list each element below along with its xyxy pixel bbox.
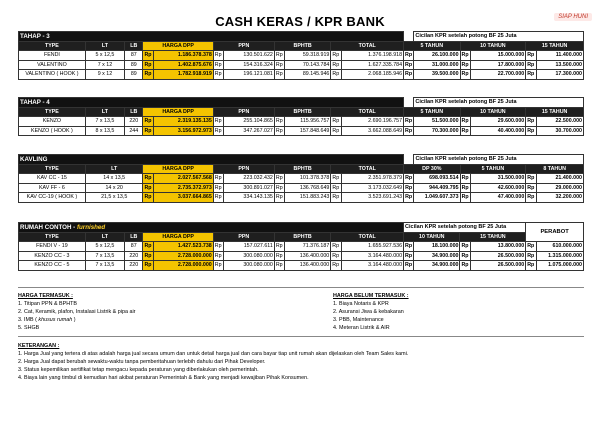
col-header: LT [85, 41, 124, 51]
rp: Rp [331, 242, 341, 252]
cell-ppn: 300.080.000 [224, 261, 275, 271]
rp: Rp [461, 61, 469, 68]
cell-total: 3.662.088.649 [341, 126, 403, 136]
rp: Rp [461, 252, 469, 259]
cell-bphtb: 89.145.946 [285, 70, 331, 80]
rp: Rp [527, 127, 535, 134]
rp: Rp [405, 127, 413, 134]
rp: Rp [461, 71, 469, 78]
table-row [19, 261, 584, 271]
col-header: BPHTB [274, 41, 330, 51]
cell-ppn: 154.316.324 [224, 60, 275, 70]
cell-dpp: 1.402.875.676 [153, 60, 213, 70]
col-header: 10 TAHUN [460, 107, 526, 117]
col-header: BPHTB [274, 232, 330, 242]
col-header: 10 TAHUN [404, 232, 460, 242]
cell-15y: 30.700.000 [536, 126, 583, 136]
rp: Rp [527, 184, 535, 191]
cell-bphtb: 136.768.649 [285, 183, 331, 193]
table-kavling [18, 154, 584, 203]
cicilan-header: Cicilan KPR setelah potong BF 25 Juta [414, 98, 584, 108]
rp: Rp [461, 52, 469, 59]
cell-bphtb: 70.143.784 [285, 60, 331, 70]
page-title: CASH KERAS / KPR BANK [215, 14, 385, 29]
col-header: LT [85, 232, 124, 242]
col-header: TOTAL [331, 232, 404, 242]
rp: Rp [144, 175, 152, 182]
list-item: 3. PBB, Maintenance [333, 317, 384, 323]
cell-type: KAV CC-19 ( HOOK ) [19, 193, 86, 203]
list-item: 2. Harga Jual dapat berubah sewaktu-waktu tanpa pemberitahuan terlebih dahulu dari Pihak Developer. [18, 359, 266, 365]
list-item: 3. Status kepemilikan sertifikat tetap mengacu kepada peraturan yang diberlakukan oleh pemerintah. [18, 367, 259, 373]
section-sublabel: furnished [76, 223, 106, 231]
table-row [19, 60, 584, 70]
cell-15y: 13.800.000 [470, 242, 525, 252]
rp: Rp [274, 70, 284, 80]
col-header: BPHTB [274, 107, 330, 117]
cell-total: 1.376.198.918 [341, 51, 403, 61]
rp: Rp [527, 252, 535, 259]
harga-termasuk [18, 292, 135, 332]
rp: Rp [144, 118, 152, 125]
cell-ppn: 300.891.027 [224, 183, 275, 193]
col-header: LT [85, 164, 143, 174]
col-header: 5 TAHUN [460, 164, 526, 174]
col-header: TOTAL [331, 107, 404, 117]
rp: Rp [527, 52, 535, 59]
cicilan-header: Cicilan KPR setelah potong BF 25 Juta [414, 32, 584, 42]
col-header: 8 TAHUN [526, 164, 584, 174]
cell-5y: 39.500.000 [414, 70, 460, 80]
col-header: PPN [213, 232, 274, 242]
cell-15y: 13.500.000 [536, 60, 583, 70]
rp: Rp [527, 118, 535, 125]
rp: Rp [144, 252, 152, 259]
cell-lb: 244 [125, 126, 143, 136]
rp: Rp [274, 60, 284, 70]
col-header: PPN [213, 107, 274, 117]
col-header: TYPE [19, 107, 86, 117]
cell-5y: 31.500.000 [470, 174, 525, 184]
cell-type: KAV CC - 15 [19, 174, 86, 184]
col-header: TYPE [19, 232, 86, 242]
status-stamp: SIAP HUNI [554, 13, 592, 21]
cell-total: 3.173.032.649 [341, 183, 403, 193]
cell-lb: 87 [125, 242, 143, 252]
col-header: PPN [213, 164, 274, 174]
divider [18, 336, 584, 337]
table-row [19, 174, 584, 184]
col-header: 10 TAHUN [460, 41, 526, 51]
cell-type: KENZO ( HOOK ) [19, 126, 86, 136]
section-label: RUMAH CONTOH [20, 223, 72, 231]
list-item: 3. IMB ( khusus rumah ) [18, 317, 76, 323]
cell-dp: 944.409.795 [414, 183, 460, 193]
cell-lt: 7 x 12 [85, 60, 124, 70]
rp: Rp [213, 117, 223, 127]
col-header: HARGA DPP [143, 232, 213, 242]
cell-type: VALENTINO [19, 60, 86, 70]
rp: Rp [461, 175, 469, 182]
cell-total: 2.068.185.946 [341, 70, 403, 80]
rp: Rp [461, 243, 469, 250]
cell-dpp: 2.319.135.135 [153, 117, 213, 127]
rp: Rp [405, 252, 413, 259]
table-row [19, 70, 584, 80]
col-header: LB [125, 232, 143, 242]
rp: Rp [213, 251, 223, 261]
keterangan-heading: KETERANGAN : [18, 343, 60, 349]
table-tahap-3 [18, 31, 584, 80]
rp: Rp [405, 243, 413, 250]
cell-5y: 70.300.000 [414, 126, 460, 136]
section-title: TAHAP - 4 [19, 98, 404, 108]
cell-bphtb: 136.400.000 [285, 261, 331, 271]
rp: Rp [461, 118, 469, 125]
rp: Rp [405, 61, 413, 68]
rp: Rp [213, 174, 223, 184]
cell-dpp: 3.156.972.973 [153, 126, 213, 136]
rp: Rp [527, 262, 535, 269]
rp: Rp [527, 194, 535, 201]
cell-dp: 698.093.514 [414, 174, 460, 184]
cell-bphtb: 115.956.757 [285, 117, 331, 127]
col-header: LB [125, 41, 143, 51]
cell-dpp: 1.427.523.738 [153, 242, 213, 252]
rp: Rp [144, 71, 152, 78]
divider [18, 287, 584, 288]
rp: Rp [461, 184, 469, 191]
rp: Rp [331, 126, 341, 136]
cell-5y: 47.400.000 [470, 193, 525, 203]
cell-lb: 220 [125, 261, 143, 271]
rp: Rp [527, 175, 535, 182]
cell-lt: 5 x 12,5 [85, 51, 124, 61]
cell-bphtb: 136.400.000 [285, 251, 331, 261]
rp: Rp [461, 262, 469, 269]
cell-dpp: 2.027.567.568 [153, 174, 213, 184]
col-header: BPHTB [274, 164, 330, 174]
cell-bphtb: 59.318.919 [285, 51, 331, 61]
cell-ppn: 223.032.432 [224, 174, 275, 184]
cell-lt: 7 x 13,5 [85, 251, 124, 261]
col-header: PPN [213, 41, 274, 51]
rp: Rp [405, 71, 413, 78]
cell-ppn: 196.121.081 [224, 70, 275, 80]
list-item: 1. Biaya Notaris & KPR [333, 301, 389, 307]
rp: Rp [331, 174, 341, 184]
cell-lt: 8 x 13,5 [85, 126, 124, 136]
list-item: 1. Titipan PPN & BPHTB [18, 301, 78, 307]
col-header: DP 30% [404, 164, 460, 174]
belum-heading: HARGA BELUM TERMASUK : [333, 293, 409, 299]
perabot-header: PERABOT [526, 223, 584, 242]
cell-perabot: 1.075.000.000 [536, 261, 583, 271]
cell-ppn: 157.027.611 [224, 242, 275, 252]
cell-15y: 17.300.000 [536, 70, 583, 80]
cell-perabot: 1.315.000.000 [536, 251, 583, 261]
col-header: TYPE [19, 41, 86, 51]
list-item: 2. Cat, Keramik, plafon, Instalasi Listrik & pipa air [18, 309, 136, 315]
rp: Rp [144, 127, 152, 134]
rp: Rp [213, 261, 223, 271]
cell-15y: 22.500.000 [536, 117, 583, 127]
termasuk-heading: HARGA TERMASUK : [18, 293, 73, 299]
rp: Rp [274, 251, 284, 261]
rp: Rp [274, 242, 284, 252]
cell-10y: 22.700.000 [470, 70, 525, 80]
rp: Rp [274, 261, 284, 271]
cell-total: 2.351.978.379 [341, 174, 403, 184]
cell-8y: 29.000.000 [536, 183, 583, 193]
rp: Rp [405, 52, 413, 59]
cell-total: 1.655.927.536 [341, 242, 403, 252]
rp: Rp [213, 60, 223, 70]
table-row [19, 242, 584, 252]
cell-lt: 14 x 20 [85, 183, 143, 193]
rp: Rp [144, 262, 152, 269]
rp: Rp [527, 243, 535, 250]
rp: Rp [274, 174, 284, 184]
rp: Rp [331, 60, 341, 70]
cell-10y: 40.400.000 [470, 126, 525, 136]
cell-15y: 26.500.000 [470, 261, 525, 271]
list-item: 5. SHGB [18, 325, 40, 331]
cell-type: FENDI [19, 51, 86, 61]
cell-lt: 21,5 x 13,5 [85, 193, 143, 203]
table-row [19, 193, 584, 203]
cell-8y: 21.400.000 [536, 174, 583, 184]
cell-ppn: 255.104.865 [224, 117, 275, 127]
rp: Rp [405, 175, 413, 182]
section-title: RUMAH CONTOH - furnished [19, 223, 404, 233]
col-header: TOTAL [331, 164, 404, 174]
table-row [19, 51, 584, 61]
col-header: TOTAL [331, 41, 404, 51]
rp: Rp [213, 183, 223, 193]
col-header: HARGA DPP [143, 41, 213, 51]
cell-type: KAV FF - 6 [19, 183, 86, 193]
rp: Rp [331, 193, 341, 203]
col-header: 15 TAHUN [460, 232, 526, 242]
cell-total: 1.627.335.784 [341, 60, 403, 70]
cell-dpp: 2.735.372.973 [153, 183, 213, 193]
cell-ppn: 334.143.135 [224, 193, 275, 203]
cell-bphtb: 157.848.649 [285, 126, 331, 136]
table-row [19, 251, 584, 261]
cell-5y: 51.500.000 [414, 117, 460, 127]
col-header: LT [85, 107, 124, 117]
cell-bphtb: 71.376.187 [285, 242, 331, 252]
cell-type: VALENTINO ( HOOK ) [19, 70, 86, 80]
cell-10y: 15.000.000 [470, 51, 525, 61]
cell-10y: 34.900.000 [414, 261, 460, 271]
cell-dpp: 2.728.000.000 [153, 261, 213, 271]
cell-10y: 18.100.000 [414, 242, 460, 252]
rp: Rp [405, 118, 413, 125]
cell-lt: 14 x 13,5 [85, 174, 143, 184]
cell-total: 2.690.196.757 [341, 117, 403, 127]
col-header: 5 TAHUN [404, 107, 460, 117]
col-header: HARGA DPP [143, 164, 213, 174]
cell-type: KENZO [19, 117, 86, 127]
section-title: KAVLING [19, 155, 404, 165]
rp: Rp [461, 194, 469, 201]
cell-lt: 7 x 13,5 [85, 117, 124, 127]
cell-dp: 1.049.607.373 [414, 193, 460, 203]
table-row [19, 126, 584, 136]
cell-lt: 7 x 13,5 [85, 261, 124, 271]
section-title: TAHAP - 3 [19, 32, 404, 42]
cell-lb: 220 [125, 251, 143, 261]
cell-10y: 17.800.000 [470, 60, 525, 70]
rp: Rp [213, 70, 223, 80]
col-header: 5 TAHUN [404, 41, 460, 51]
table-tahap-4 [18, 97, 584, 136]
rp: Rp [331, 261, 341, 271]
list-item: 4. Meteran Listrik & AIR [333, 325, 390, 331]
rp: Rp [144, 61, 152, 68]
cell-type: KENZO CC - 5 [19, 261, 86, 271]
rp: Rp [274, 183, 284, 193]
rp: Rp [144, 52, 152, 59]
cell-dpp: 1.186.378.378 [153, 51, 213, 61]
cell-5y: 42.600.000 [470, 183, 525, 193]
rp: Rp [274, 51, 284, 61]
rp: Rp [527, 71, 535, 78]
cell-total: 3.164.480.000 [341, 251, 403, 261]
col-header: HARGA DPP [143, 107, 213, 117]
cell-lt: 9 x 12 [85, 70, 124, 80]
cell-15y: 11.400.000 [536, 51, 583, 61]
cicilan-header: Cicilan KPR setelah potong BF 25 Juta [404, 223, 526, 233]
rp: Rp [213, 242, 223, 252]
col-header: LB [125, 107, 143, 117]
table-rumah-contoh [18, 222, 584, 271]
rp: Rp [213, 193, 223, 203]
cell-type: KENZO CC - 3 [19, 251, 86, 261]
cell-8y: 32.200.000 [536, 193, 583, 203]
list-item: 2. Asuransi Jiwa & kebakaran [333, 309, 404, 315]
rp: Rp [331, 51, 341, 61]
cell-perabot: 610.000.000 [536, 242, 583, 252]
cell-dpp: 3.037.664.865 [153, 193, 213, 203]
cicilan-header: Cicilan KPR setelah potong BF 25 Juta [414, 155, 584, 165]
table-row [19, 183, 584, 193]
cell-lb: 220 [125, 117, 143, 127]
cell-dpp: 2.728.000.000 [153, 251, 213, 261]
rp: Rp [405, 262, 413, 269]
rp: Rp [331, 117, 341, 127]
cell-lt: 5 x 12,5 [85, 242, 124, 252]
rp: Rp [405, 194, 413, 201]
harga-belum-termasuk [333, 292, 409, 332]
rp: Rp [144, 194, 152, 201]
cell-lb: 87 [125, 51, 143, 61]
cell-10y: 34.900.000 [414, 251, 460, 261]
table-row [19, 117, 584, 127]
col-header: 15 TAHUN [526, 41, 584, 51]
rp: Rp [405, 184, 413, 191]
rp: Rp [331, 183, 341, 193]
cell-15y: 26.500.000 [470, 251, 525, 261]
rp: Rp [274, 126, 284, 136]
cell-ppn: 347.267.027 [224, 126, 275, 136]
cell-10y: 29.600.000 [470, 117, 525, 127]
cell-bphtb: 101.378.378 [285, 174, 331, 184]
cell-5y: 31.000.000 [414, 60, 460, 70]
rp: Rp [213, 51, 223, 61]
cell-total: 3.164.480.000 [341, 261, 403, 271]
rp: Rp [461, 127, 469, 134]
rp: Rp [144, 184, 152, 191]
col-header: TYPE [19, 164, 86, 174]
cell-dpp: 1.782.918.919 [153, 70, 213, 80]
cell-type: FENDI V - 19 [19, 242, 86, 252]
cell-lb: 89 [125, 60, 143, 70]
cell-5y: 26.100.000 [414, 51, 460, 61]
cell-lb: 89 [125, 70, 143, 80]
rp: Rp [144, 243, 152, 250]
cell-ppn: 300.080.000 [224, 251, 275, 261]
rp: Rp [331, 251, 341, 261]
col-header: 15 TAHUN [526, 107, 584, 117]
rp: Rp [213, 126, 223, 136]
cell-ppn: 130.501.622 [224, 51, 275, 61]
cell-bphtb: 151.883.243 [285, 193, 331, 203]
cell-total: 3.523.691.243 [341, 193, 403, 203]
list-item: 1. Harga Jual yang tertera di atas adalah harga jual secara umum dan untuk detail harga jual dan cara bayar tiap unit rumah akan dijelaskan oleh Team Sales kami. [18, 351, 409, 357]
rp: Rp [274, 117, 284, 127]
rp: Rp [527, 61, 535, 68]
list-item: 4. Biaya lain yang timbul di kemudian hari akibat peraturan Pemerintah & Bank yang menjadi kewajiban Pihak Konsumen. [18, 375, 309, 381]
keterangan [18, 342, 584, 382]
rp: Rp [331, 70, 341, 80]
rp: Rp [274, 193, 284, 203]
